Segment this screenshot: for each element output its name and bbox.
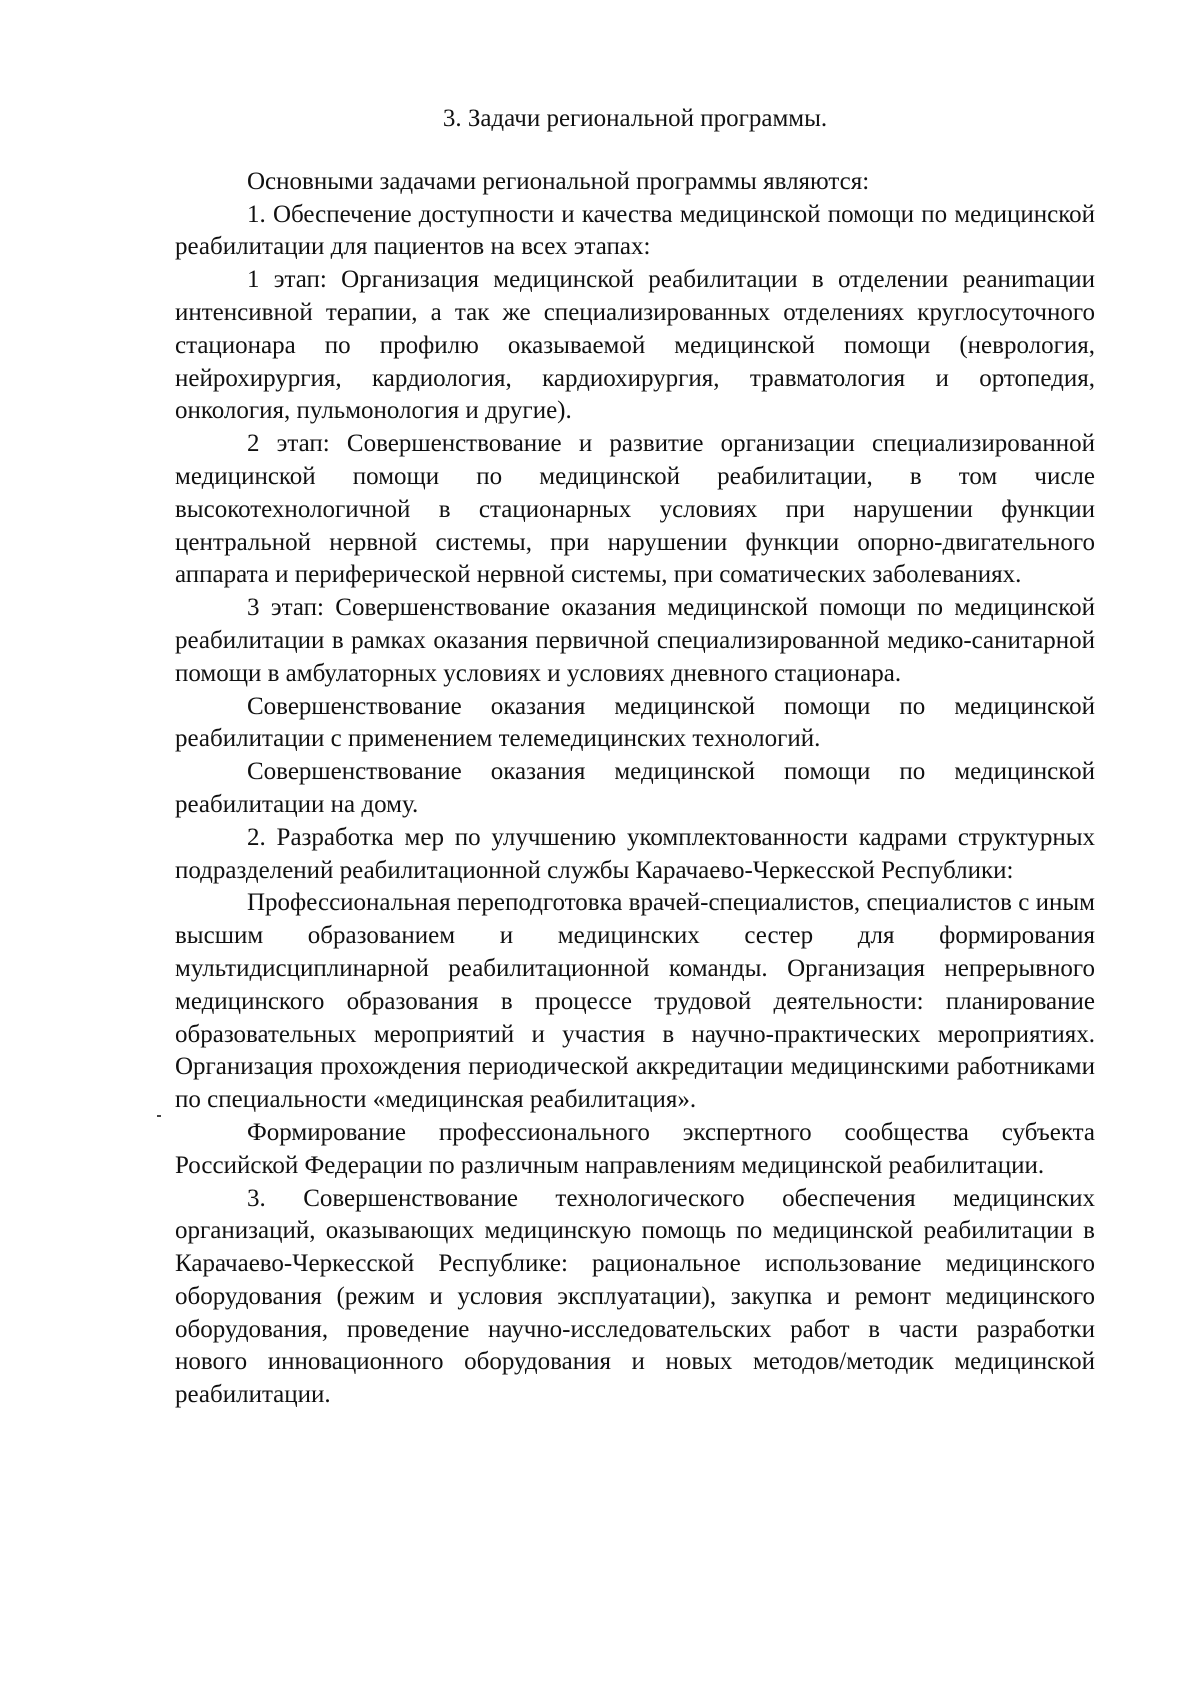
stage-3-paragraph: 3 этап: Совершенствование оказания медицинской помощи по медицинской реабилитации в рамках оказания первичной специализированной медико-санитарной помощи в амбулаторных условиях и условиях дневного стационара. <box>175 594 1095 687</box>
section-title: 3. Задачи региональной программы. <box>442 105 828 132</box>
intro-paragraph: Основными задачами региональной программы являются: <box>247 167 870 195</box>
home-care-paragraph: Совершенствование оказания медицинской помощи по медицинской реабилитации на дому. <box>175 758 1095 818</box>
stage-1-paragraph: 1 этап: Организация медицинской реабилитации в отделении реаниmации интенсивной терапии, а так же специализированных отделениях круглосуточного стационара по профилю оказываемой медицинской помощи (неврология, нейрохирургия, кардиология, кардиохирургия, травматология и ортопедия, онкология, пульмонология и другие). <box>175 266 1095 425</box>
staff-training-paragraph: Профессиональная переподготовка врачей-специалистов, специалистов с иным высшим образованием и медицинских сестер для формирования мультидисциплинарной реабилитационной команды. Организация непрерывного медицинского образования в процессе трудовой деятельности: планирование образовательных мероприятий и участия в научно-практических мероприятиях. Организация прохождения периодической аккредитации медицинскими работниками по специальности «медицинская реабилитация». <box>175 889 1095 1114</box>
telemedicine-paragraph: Совершенствование оказания медицинской помощи по медицинской реабилитации с применением телемедицинских технологий. <box>175 692 1095 753</box>
document-body <box>175 103 1095 1412</box>
expert-community-paragraph: Формирование профессионального экспертного сообщества субъекта Российской Федерации по различным направлениям медицинской реабилитации. <box>175 1118 1095 1179</box>
stage-2-paragraph: 2 этап: Совершенствование и развитие организации специализированной медицинской помощи по медицинской реабилитации, в том числе высокотехнологичной в стационарных условиях при нарушении функции центральной нервной системы, при нарушении функции опорно-двигательного аппарата и периферической нервной системы, при соматических заболеваниях. <box>175 430 1095 589</box>
task-1-paragraph: 1. Обеспечение доступности и качества медицинской помощи по медицинской реабилитации для пациентов на всех этапах: <box>175 200 1095 261</box>
task-3-paragraph: 3. Совершенствование технологического обеспечения медицинских организаций, оказывающих медицинскую помощь по медицинской реабилитации в Карачаево-Черкесской Республике: рациональное использование медицинского оборудования (режим и условия эксплуатации), закупка и ремонт медицинского оборудования, проведение научно-исследовательских работ в части разработки нового инновационного оборудования и новых методов/методик медицинской реабилитации. <box>175 1184 1095 1409</box>
scan-artifact-mark <box>157 1115 161 1117</box>
task-2-paragraph: 2. Разработка мер по улучшению укомплектованности кадрами структурных подразделений реабилитационной службы Карачаево-Черкесской Республики: <box>175 823 1095 884</box>
